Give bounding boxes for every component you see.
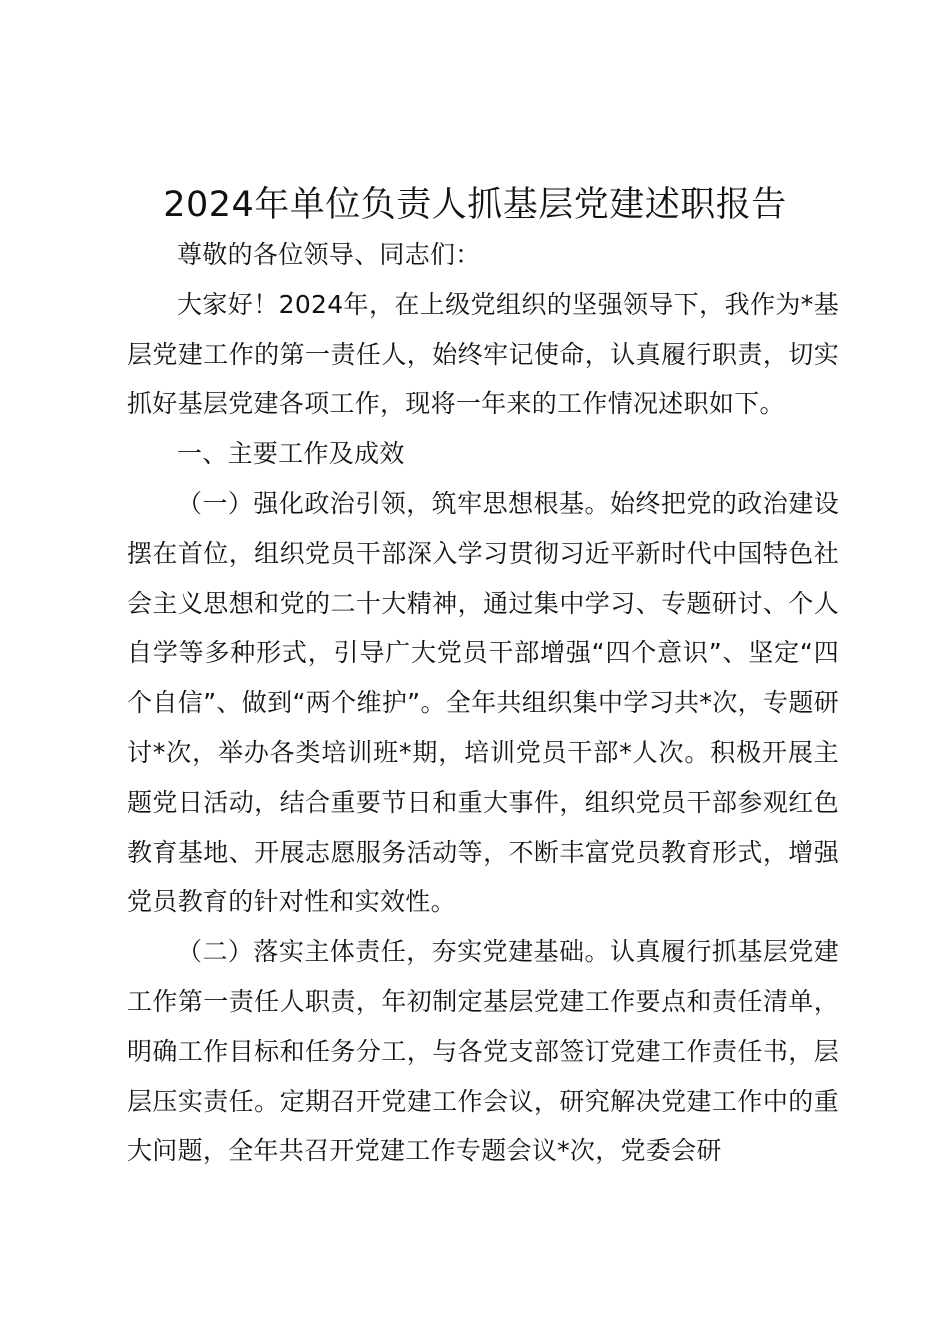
salutation: 尊敬的各位领导、同志们：	[177, 240, 481, 269]
document-body	[127, 230, 839, 1176]
paragraph-intro: 大家好！2024年，在上级党组织的坚强领导下，我作为*基层党建工作的第一责任人，始终牢记使命，认真履行职责，切实抓好基层党建各项工作，现将一年来的工作情况述职如下。	[127, 289, 839, 419]
paragraph-political-guidance: （一）强化政治引领，筑牢思想根基。始终把党的政治建设摆在首位，组织党员干部深入学习贯彻习近平新时代中国特色社会主义思想和党的二十大精神，通过集中学习、专题研讨、个人自学等多种形式，引导广大党员干部增强“四个意识”、坚定“四个自信”、做到“两个维护”。全年共组织集中学习共*次，专题研讨*次，举办各类培训班*期，培训党员干部*人次。积极开展主题党日活动，结合重要节日和重大事件，组织党员干部参观红色教育基地、开展志愿服务活动等，不断丰富党员教育形式，增强党员教育的针对性和实效性。	[127, 488, 839, 917]
document-title: 2024年单位负责人抓基层党建述职报告	[163, 185, 787, 225]
section-heading: 一、主要工作及成效	[177, 439, 405, 469]
paragraph-main-responsibility: （二）落实主体责任，夯实党建基础。认真履行抓基层党建工作第一责任人职责，年初制定基层党建工作要点和责任清单，明确工作目标和任务分工，与各党支部签订党建工作责任书，层层压实责任。定期召开党建工作会议，研究解决党建工作中的重大问题，全年共召开党建工作专题会议*次，党委会研	[127, 937, 839, 1166]
